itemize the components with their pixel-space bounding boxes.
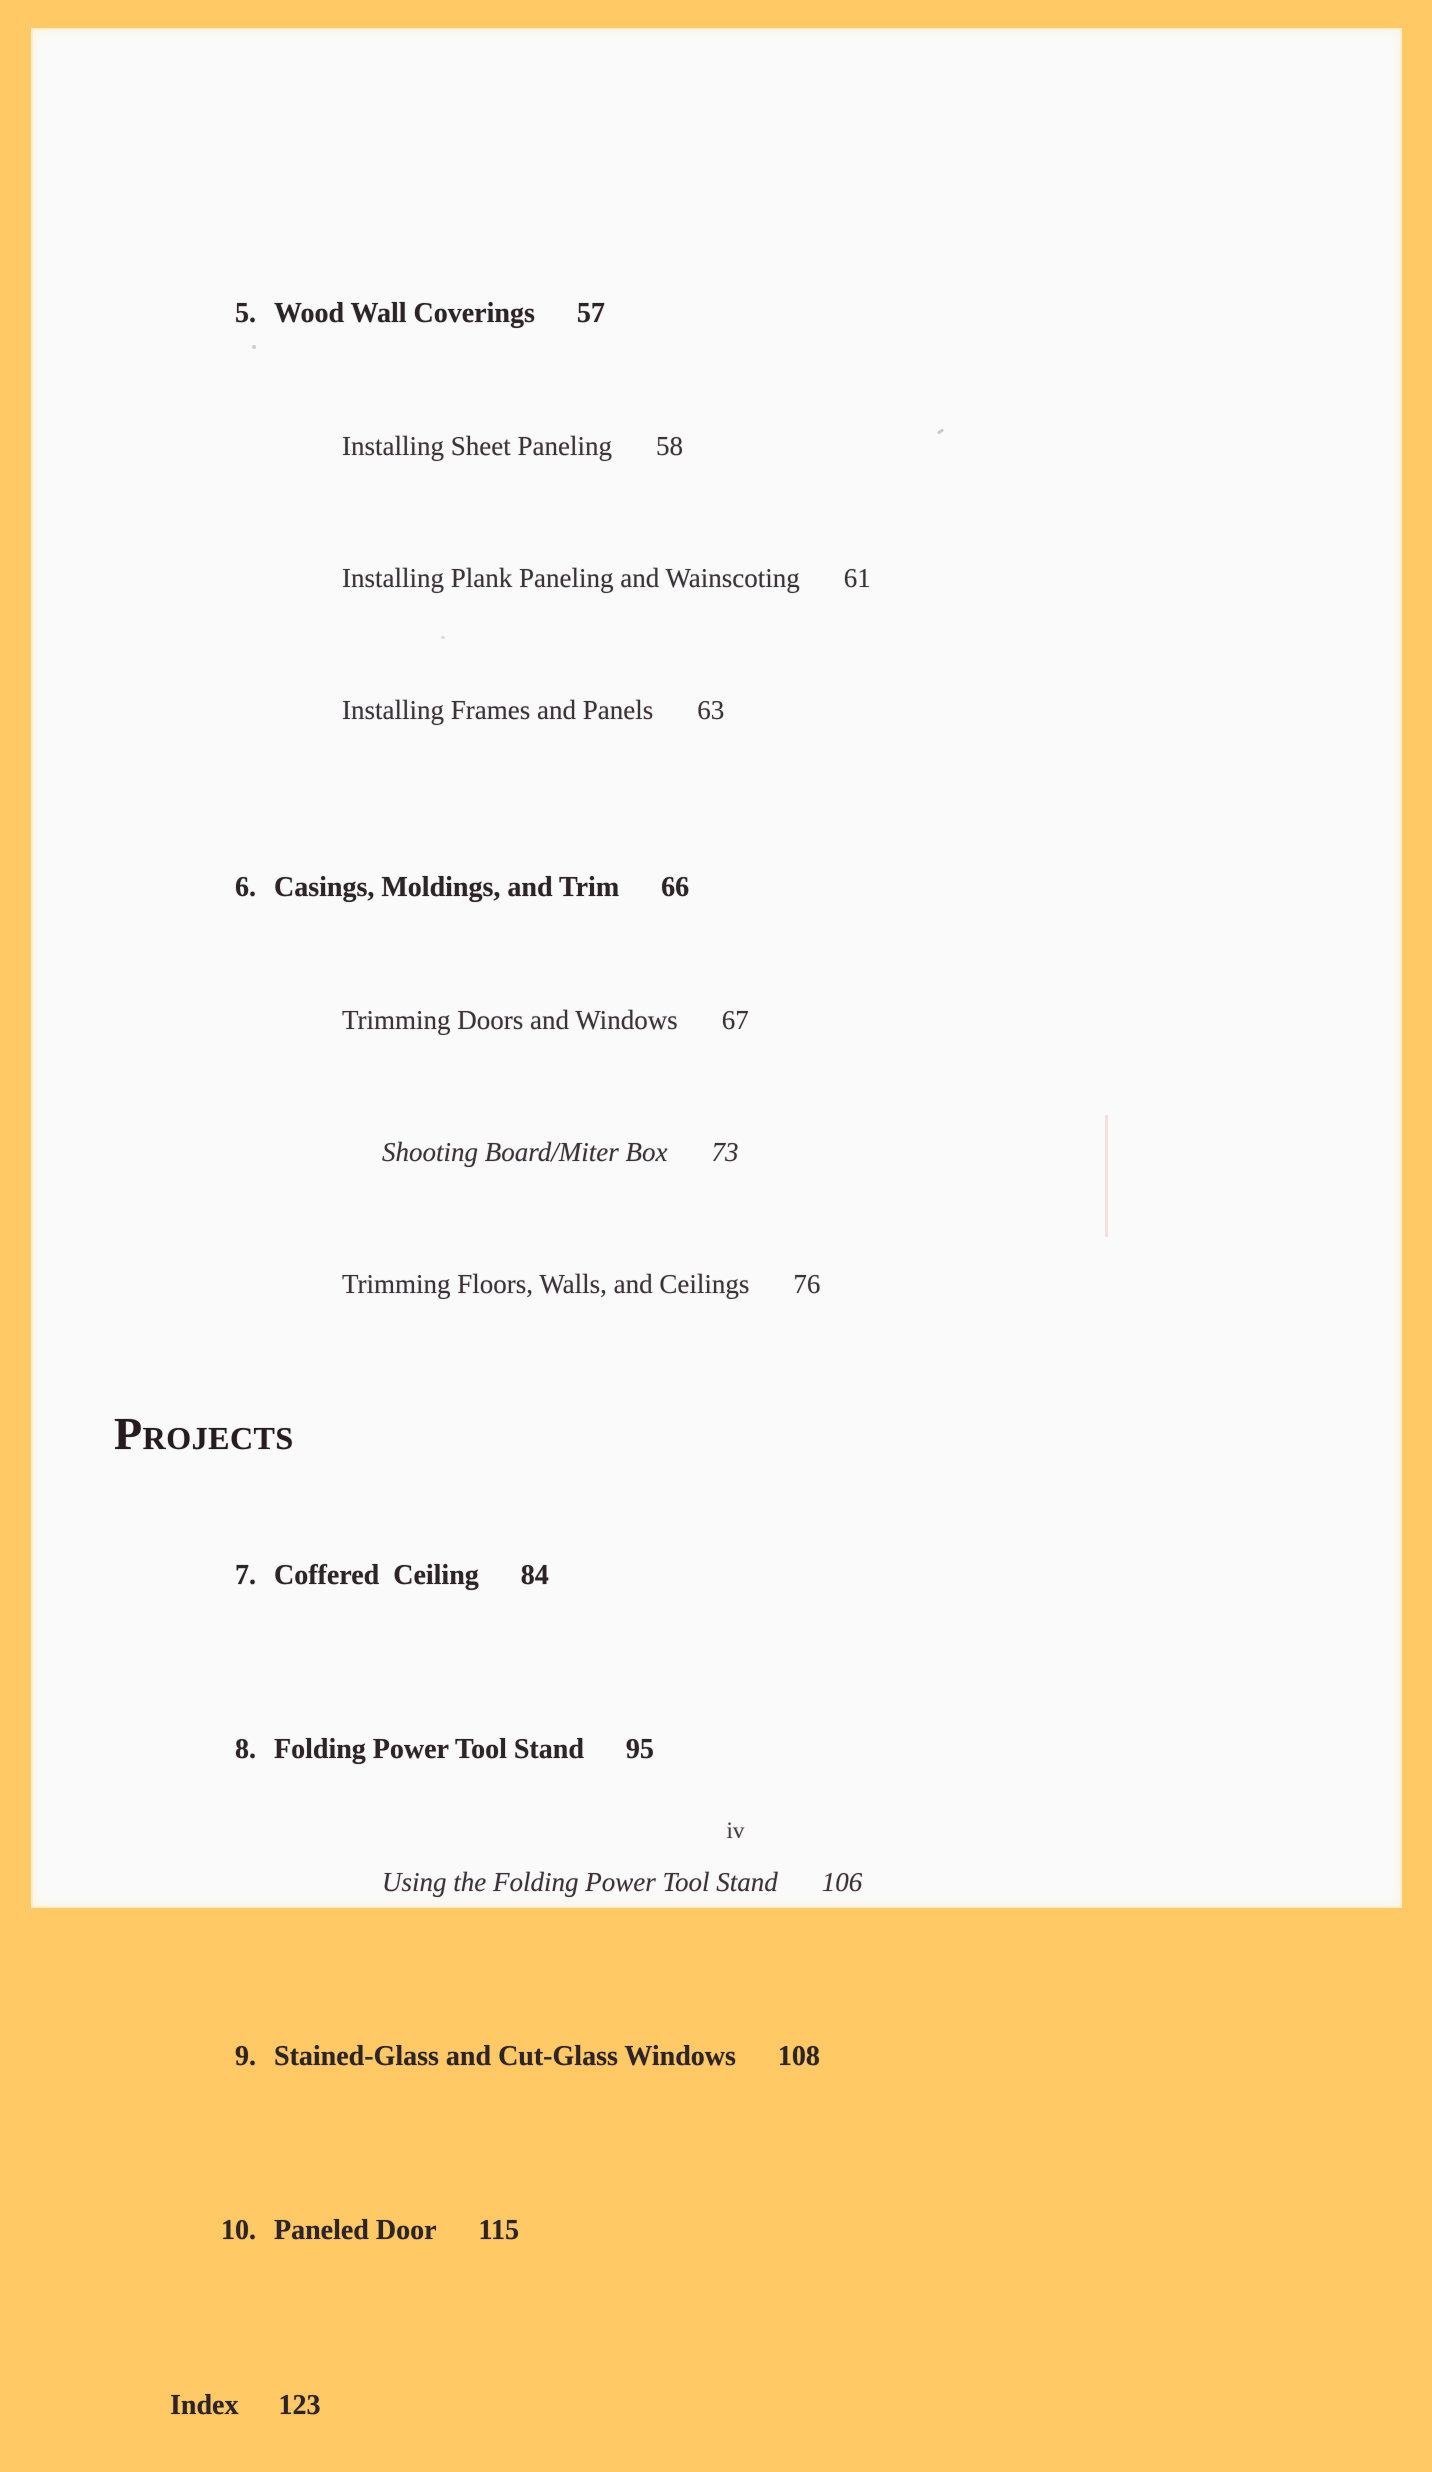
page-number: 84 — [520, 1560, 549, 1591]
chapter-title: Wood Wall Coverings — [274, 298, 535, 329]
table-of-contents — [116, 248, 1372, 2472]
toc-sub-entry-italic — [116, 1086, 1372, 1218]
toc-sub-entry — [116, 954, 1372, 1086]
chapter-number: 7. — [235, 1560, 256, 1591]
index-label: Index — [170, 2390, 239, 2421]
toc-chapter-entry — [116, 1510, 1372, 1642]
chapter-title: Coffered Ceiling — [274, 1560, 479, 1591]
sub-entry-title: Installing Frames and Panels — [342, 695, 654, 725]
page-number: 57 — [576, 298, 605, 329]
chapter-number: 9. — [235, 2041, 256, 2072]
toc-sub-entry — [116, 512, 1372, 644]
scan-artifact-line — [1105, 1115, 1108, 1237]
page-number: 63 — [697, 695, 725, 725]
toc-chapter-entry — [116, 248, 1372, 380]
toc-chapter-entry — [116, 2165, 1372, 2297]
page-number: 61 — [843, 563, 871, 593]
page-number: 66 — [661, 872, 690, 903]
sub-entry-title: Trimming Doors and Windows — [342, 1005, 678, 1035]
page-number: 76 — [793, 1269, 821, 1299]
scan-speckle — [441, 636, 445, 639]
chapter-title: Stained-Glass and Cut-Glass Windows — [274, 2041, 736, 2072]
page-number: 115 — [478, 2215, 519, 2246]
sub-entry-title: Shooting Board/Miter Box — [382, 1137, 668, 1167]
scan-speckle — [252, 345, 256, 349]
toc-sub-entry — [116, 380, 1372, 512]
page-number: 106 — [821, 1867, 863, 1897]
chapter-title: Paneled Door — [274, 2215, 437, 2246]
chapter-number: 8. — [235, 1734, 256, 1765]
toc-page-paper — [31, 28, 1402, 2421]
sub-entry-title: Installing Plank Paneling and Wainscoting — [342, 563, 800, 593]
toc-sub-entry — [116, 1218, 1372, 1350]
page-number: 123 — [278, 2390, 321, 2421]
page-number: 73 — [711, 1137, 739, 1167]
chapter-number: 6. — [235, 872, 256, 903]
page-number: 67 — [721, 1005, 749, 1035]
chapter-title: Folding Power Tool Stand — [274, 1734, 584, 1765]
toc-chapter-entry — [116, 822, 1372, 954]
page-number: 58 — [655, 431, 683, 461]
chapter-number: 5. — [235, 298, 256, 329]
toc-chapter-entry — [116, 1991, 1372, 2123]
section-heading-projects: Projects — [114, 1408, 294, 1459]
sub-entry-title: Using the Folding Power Tool Stand — [382, 1867, 778, 1897]
sub-entry-title: Installing Sheet Paneling — [342, 431, 612, 461]
toc-chapter-entry — [116, 1684, 1372, 1816]
chapter-title: Casings, Moldings, and Trim — [274, 872, 620, 903]
toc-index-entry — [114, 2340, 1372, 2472]
page-number: 108 — [777, 2041, 820, 2072]
toc-sub-entry — [116, 644, 1372, 776]
folio-page-number: iv — [726, 1818, 745, 1843]
chapter-number: 10. — [221, 2215, 256, 2246]
page-number: 95 — [625, 1734, 654, 1765]
sub-entry-title: Trimming Floors, Walls, and Ceilings — [342, 1269, 750, 1299]
